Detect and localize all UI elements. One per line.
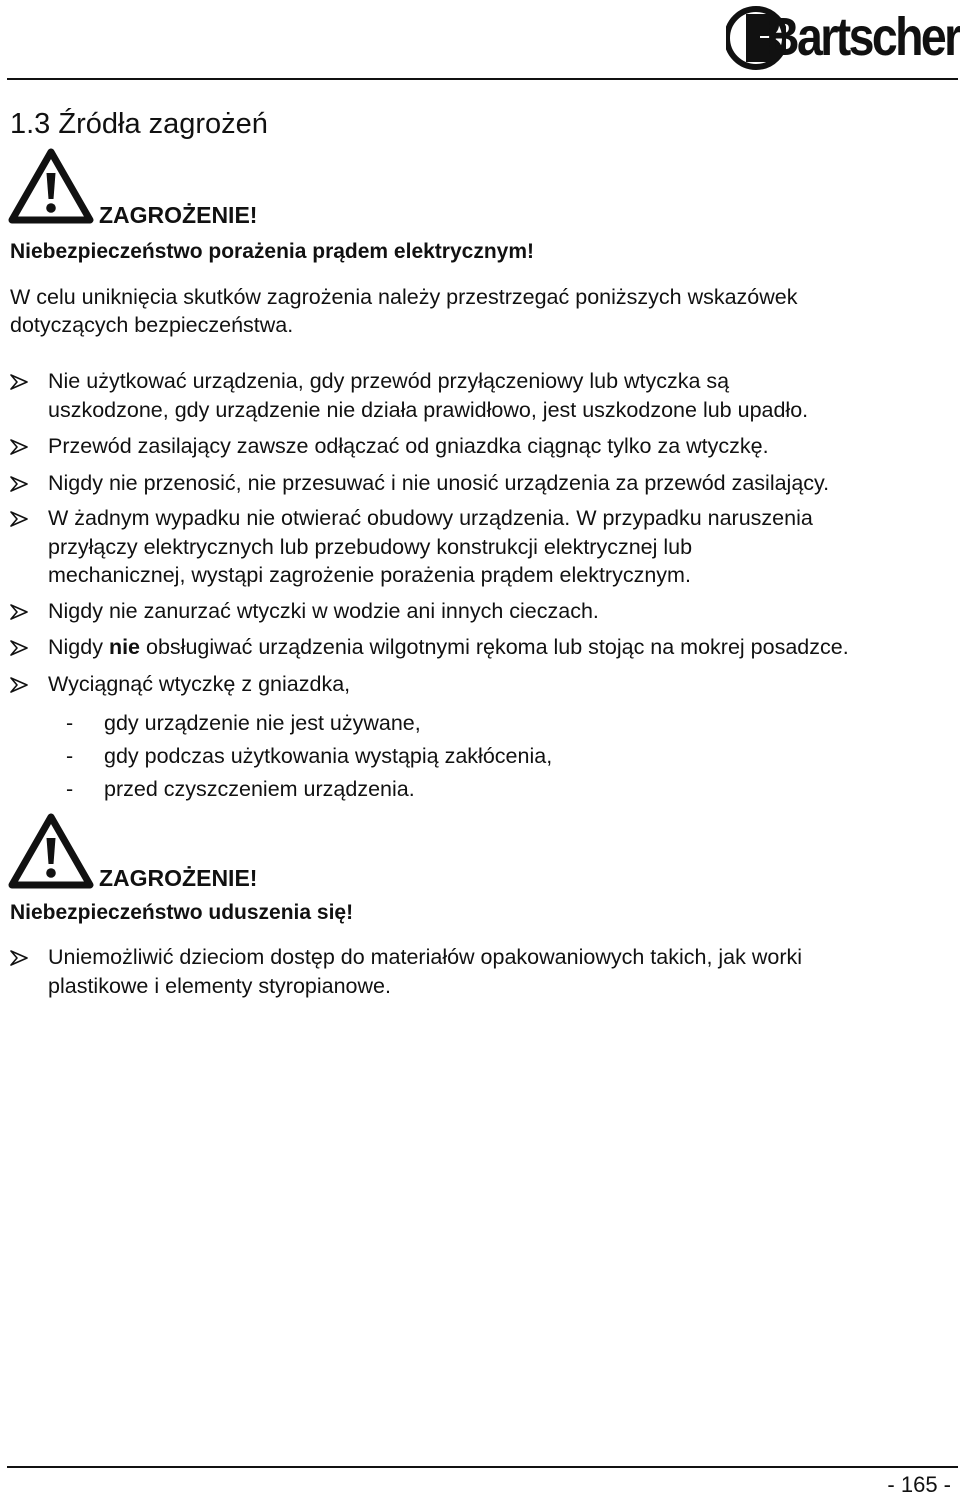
list-item-text: Przewód zasilający zawsze odłączać od gniazdka ciągnąc tylko za wtyczkę. (48, 434, 769, 458)
sub-list-item (0, 707, 960, 740)
arrow-bullet-icon (10, 476, 28, 492)
arrow-bullet-icon (10, 950, 28, 966)
list-item (0, 504, 960, 590)
bullet-list (0, 943, 960, 1000)
warning-heading: Niebezpieczeństwo uduszenia się! (10, 901, 354, 924)
sub-list-item-text: gdy urządzenie nie jest używane, (104, 711, 421, 735)
intro-line: dotyczących bezpieczeństwa. (10, 313, 294, 337)
sub-list-item-text: przed czyszczeniem urządzenia. (104, 777, 415, 801)
dash-marker: - (66, 711, 74, 735)
footer-divider (7, 1466, 958, 1468)
text-segment: Nigdy (48, 635, 109, 659)
dash-marker: - (66, 744, 74, 768)
sub-list (0, 707, 960, 806)
text-segment: obsługiwać urządzenia wilgotnymi rękoma lub stojąc na mokrej posadzce. (140, 635, 849, 659)
intro-line: W celu uniknięcia skutków zagrożenia należy przestrzegać poniższych wskazówek (10, 285, 798, 309)
warning-heading: Niebezpieczeństwo porażenia prądem elektrycznym! (10, 240, 535, 263)
arrow-bullet-icon (10, 511, 28, 527)
list-item-text: Wyciągnąć wtyczkę z gniazdka, (48, 671, 351, 696)
list-item-text: Uniemożliwić dzieciom dostęp do materiałów opakowaniowych takich, jak worki (48, 945, 803, 969)
warning-triangle-icon (8, 812, 94, 890)
list-item-text (48, 633, 960, 662)
warning-triangle-icon (8, 147, 94, 225)
arrow-bullet-icon (10, 604, 28, 620)
section-title: 1.3 Źródła zagrożeń (10, 108, 268, 140)
dash-marker: - (66, 777, 74, 801)
sub-list-item (0, 740, 960, 773)
list-item (0, 367, 960, 424)
sub-list-item (0, 773, 960, 806)
list-item (0, 670, 960, 699)
list-item-text: mechanicznej, wystąpi zagrożenie porażenia prądem elektrycznym. (48, 563, 691, 587)
intro-paragraph (10, 283, 940, 339)
page-number: - 165 - (887, 1472, 951, 1497)
list-item-text: Nie użytkować urządzenia, gdy przewód przyłączeniowy lub wtyczka są (48, 369, 730, 393)
arrow-bullet-icon (10, 640, 28, 656)
sub-list-item-text: gdy podczas użytkowania wystąpią zakłócenia, (104, 744, 553, 768)
brand-name: Bartscher (766, 7, 960, 67)
list-item-text: plastikowe i elementy styropianowe. (48, 973, 391, 998)
list-item-text: Nigdy nie zanurzać wtyczki w wodzie ani innych cieczach. (48, 598, 599, 623)
list-item (0, 469, 960, 498)
list-item (0, 943, 960, 1000)
bullet-list (0, 367, 960, 698)
arrow-bullet-icon (10, 677, 28, 693)
warning-label: ZAGROŻENIE! (99, 865, 258, 891)
list-item-text: W żadnym wypadku nie otwierać obudowy urządzenia. W przypadku naruszenia (48, 506, 813, 530)
list-item (0, 633, 960, 662)
emphasis-word: nie (108, 635, 141, 659)
warning-label: ZAGROŻENIE! (99, 202, 258, 228)
list-item-text: przyłączy elektrycznych lub przebudowy konstrukcji elektrycznej lub (48, 534, 693, 559)
arrow-bullet-icon (10, 374, 28, 390)
list-item-text: uszkodzone, gdy urządzenie nie działa prawidłowo, jest uszkodzone lub upadło. (48, 397, 809, 422)
list-item-text: Nigdy nie przenosić, nie przesuwać i nie unosić urządzenia za przewód zasilający. (48, 470, 830, 495)
header-divider (7, 78, 958, 80)
list-item (0, 597, 960, 626)
list-item (0, 432, 960, 461)
bartscher-logo (726, 2, 960, 74)
arrow-bullet-icon (10, 439, 28, 455)
